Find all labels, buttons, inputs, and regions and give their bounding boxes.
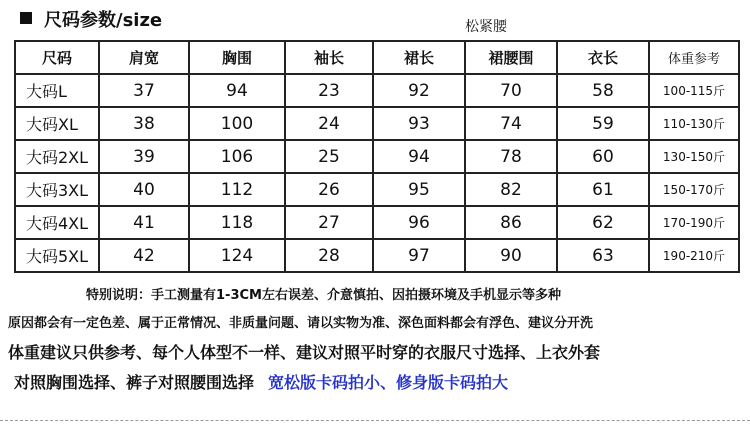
table-cell: 37	[99, 74, 189, 107]
table-cell: 62	[557, 206, 649, 239]
table-cell: 27	[285, 206, 373, 239]
header-size: 尺码	[15, 41, 99, 74]
table-row	[15, 173, 739, 206]
header-top-length: 衣长	[557, 41, 649, 74]
note-line-4-text: 对照胸围选择、裤子对照腰围选择	[14, 373, 255, 392]
table-cell: 92	[373, 74, 465, 107]
header-skirt-length: 裙长	[373, 41, 465, 74]
weight-cell: 100-115斤	[649, 74, 739, 107]
note-highlight: 宽松版卡码拍小、修身版卡码拍大	[268, 373, 509, 392]
weight-cell: 130-150斤	[649, 140, 739, 173]
table-cell: 74	[465, 107, 557, 140]
table-row	[15, 107, 739, 140]
note-line-1: 特别说明：手工测量有1-3CM左右误差、介意慎拍、因拍摄环境及手机显示等多种	[86, 288, 561, 303]
size-table	[14, 40, 740, 273]
dashed-divider	[0, 420, 750, 421]
table-cell: 23	[285, 74, 373, 107]
table-cell: 94	[189, 74, 285, 107]
table-cell: 112	[189, 173, 285, 206]
table-cell: 82	[465, 173, 557, 206]
size-cell: 大码3XL	[15, 173, 99, 206]
size-cell: 大码XL	[15, 107, 99, 140]
waist-note: 松紧腰	[465, 19, 507, 35]
table-cell: 28	[285, 239, 373, 272]
note-line-3: 体重建议只供参考、每个人体型不一样、建议对照平时穿的衣服尺寸选择、上衣外套	[8, 343, 601, 362]
size-cell: 大码L	[15, 74, 99, 107]
table-cell: 63	[557, 239, 649, 272]
table-cell: 96	[373, 206, 465, 239]
table-cell: 60	[557, 140, 649, 173]
header-weight: 体重参考	[649, 41, 739, 74]
table-cell: 97	[373, 239, 465, 272]
table-cell: 78	[465, 140, 557, 173]
header-bust: 胸围	[189, 41, 285, 74]
weight-cell: 150-170斤	[649, 173, 739, 206]
header-skirt-waist: 裙腰围	[465, 41, 557, 74]
table-cell: 24	[285, 107, 373, 140]
size-cell: 大码4XL	[15, 206, 99, 239]
table-cell: 25	[285, 140, 373, 173]
note-line-2: 原因都会有一定色差、属于正常情况、非质量问题、请以实物为准、深色面料都会有浮色、建议分开洗	[8, 316, 594, 331]
table-row	[15, 140, 739, 173]
table-cell: 39	[99, 140, 189, 173]
weight-cell: 190-210斤	[649, 239, 739, 272]
table-cell: 42	[99, 239, 189, 272]
weight-cell: 110-130斤	[649, 107, 739, 140]
table-row	[15, 74, 739, 107]
table-cell: 59	[557, 107, 649, 140]
table-cell: 26	[285, 173, 373, 206]
table-cell: 70	[465, 74, 557, 107]
table-cell: 95	[373, 173, 465, 206]
title-square-icon	[20, 12, 32, 24]
table-cell: 118	[189, 206, 285, 239]
table-header-row	[15, 41, 739, 74]
table-cell: 61	[557, 173, 649, 206]
note-line-4	[14, 370, 508, 393]
weight-cell: 170-190斤	[649, 206, 739, 239]
page-title: 尺码参数/size	[44, 10, 163, 31]
header-sleeve: 袖长	[285, 41, 373, 74]
table-cell: 94	[373, 140, 465, 173]
table-cell: 40	[99, 173, 189, 206]
table-cell: 86	[465, 206, 557, 239]
table-row	[15, 206, 739, 239]
table-cell: 90	[465, 239, 557, 272]
size-cell: 大码2XL	[15, 140, 99, 173]
table-cell: 124	[189, 239, 285, 272]
table-cell: 41	[99, 206, 189, 239]
header-shoulder: 肩宽	[99, 41, 189, 74]
table-cell: 100	[189, 107, 285, 140]
table-cell: 58	[557, 74, 649, 107]
table-row	[15, 239, 739, 272]
table-cell: 93	[373, 107, 465, 140]
table-cell: 106	[189, 140, 285, 173]
table-cell: 38	[99, 107, 189, 140]
size-cell: 大码5XL	[15, 239, 99, 272]
